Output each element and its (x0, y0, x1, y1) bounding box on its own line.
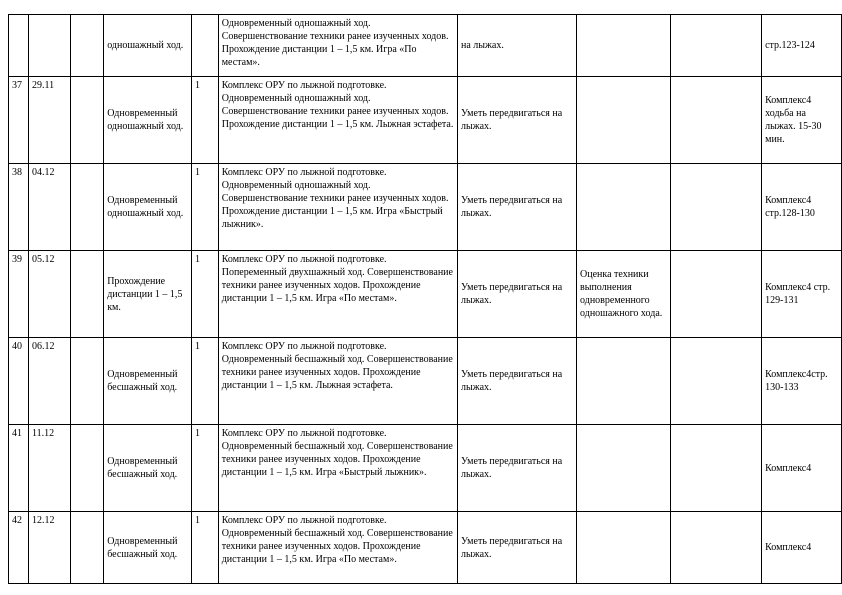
cell-date: 12.12 (28, 512, 70, 584)
cell-topic: одношажный ход. (104, 15, 192, 77)
cell-empty2 (670, 77, 761, 164)
cell-content: Комплекс ОРУ по лыжной подготовке. Одновременный бесшажный ход. Совершенствование техники ранее изученных ходов. Прохождение дистанции 1 – 1,5 км. Игра «Быстрый лыжник». (218, 425, 457, 512)
cell-num (9, 15, 29, 77)
cell-content: Комплекс ОРУ по лыжной подготовке. Одновременный бесшажный ход. Совершенствование техники ранее изученных ходов. Прохождение дистанции 1 – 1,5 км. Лыжная эстафета. (218, 338, 457, 425)
cell-num: 38 (9, 164, 29, 251)
cell-content: Комплекс ОРУ по лыжной подготовке. Одновременный одношажный ход. Совершенствование техники ранее изученных ходов. Прохождение дистанции 1 – 1,5 км. Игра «Быстрый лыжник». (218, 164, 457, 251)
cell-empty (70, 77, 104, 164)
continuation-row (9, 15, 842, 77)
cell-control (577, 77, 671, 164)
cell-empty (70, 164, 104, 251)
cell-topic: Одновременный одношажный ход. (104, 77, 192, 164)
cell-empty (70, 251, 104, 338)
cell-control: Оценка техники выполнения одновременного одношажного хода. (577, 251, 671, 338)
lesson-plan-table (8, 14, 842, 584)
cell-num: 37 (9, 77, 29, 164)
cell-topic: Одновременный бесшажный ход. (104, 512, 192, 584)
cell-num: 42 (9, 512, 29, 584)
cell-hours: 1 (192, 77, 219, 164)
cell-requirement: Уметь передвигаться на лыжах. (457, 77, 576, 164)
lesson-plan-sheet (8, 14, 842, 584)
cell-requirement: на лыжах. (457, 15, 576, 77)
cell-homework: Комплекс4стр. 130-133 (762, 338, 842, 425)
table-row (9, 425, 842, 512)
cell-topic: Прохождение дистанции 1 – 1,5 км. (104, 251, 192, 338)
cell-homework: Комплекс4 (762, 512, 842, 584)
cell-hours (192, 15, 219, 77)
cell-topic: Одновременный бесшажный ход. (104, 338, 192, 425)
cell-topic: Одновременный одношажный ход. (104, 164, 192, 251)
cell-requirement: Уметь передвигаться на лыжах. (457, 425, 576, 512)
cell-homework: Комплекс4 ходьба на лыжах. 15-30 мин. (762, 77, 842, 164)
cell-empty2 (670, 425, 761, 512)
cell-hours: 1 (192, 512, 219, 584)
cell-date: 04.12 (28, 164, 70, 251)
cell-date: 29.11 (28, 77, 70, 164)
cell-num: 40 (9, 338, 29, 425)
cell-empty2 (670, 512, 761, 584)
cell-empty (70, 338, 104, 425)
cell-num: 39 (9, 251, 29, 338)
cell-date: 11.12 (28, 425, 70, 512)
cell-empty (70, 512, 104, 584)
table-row (9, 251, 842, 338)
table-row (9, 77, 842, 164)
cell-num: 41 (9, 425, 29, 512)
cell-requirement: Уметь передвигаться на лыжах. (457, 338, 576, 425)
cell-homework: Комплекс4 (762, 425, 842, 512)
cell-content: Комплекс ОРУ по лыжной подготовке. Одновременный бесшажный ход. Совершенствование техники ранее изученных ходов. Прохождение дистанции 1 – 1,5 км. Игра «По местам». (218, 512, 457, 584)
cell-date: 06.12 (28, 338, 70, 425)
cell-topic: Одновременный бесшажный ход. (104, 425, 192, 512)
cell-homework: стр.123-124 (762, 15, 842, 77)
cell-hours: 1 (192, 425, 219, 512)
cell-control (577, 164, 671, 251)
cell-empty2 (670, 15, 761, 77)
cell-empty (70, 15, 104, 77)
cell-empty2 (670, 164, 761, 251)
cell-date: 05.12 (28, 251, 70, 338)
cell-control (577, 15, 671, 77)
cell-content: Комплекс ОРУ по лыжной подготовке. Попеременный двухшажный ход. Совершенствование техники ранее изученных ходов. Прохождение дистанции 1 – 1,5 км. Игра «По местам». (218, 251, 457, 338)
cell-hours: 1 (192, 338, 219, 425)
cell-date (28, 15, 70, 77)
cell-empty (70, 425, 104, 512)
cell-empty2 (670, 251, 761, 338)
cell-homework: Комплекс4 стр.128-130 (762, 164, 842, 251)
table-row (9, 338, 842, 425)
cell-control (577, 512, 671, 584)
cell-content: Одновременный одношажный ход. Совершенствование техники ранее изученных ходов. Прохождение дистанции 1 – 1,5 км. Игра «По местам». (218, 15, 457, 77)
cell-requirement: Уметь передвигаться на лыжах. (457, 512, 576, 584)
cell-requirement: Уметь передвигаться на лыжах. (457, 164, 576, 251)
table-row (9, 164, 842, 251)
cell-empty2 (670, 338, 761, 425)
cell-control (577, 425, 671, 512)
table-row (9, 512, 842, 584)
cell-control (577, 338, 671, 425)
cell-content: Комплекс ОРУ по лыжной подготовке. Одновременный одношажный ход. Совершенствование техники ранее изученных ходов. Прохождение дистанции 1 – 1,5 км. Лыжная эстафета. (218, 77, 457, 164)
cell-hours: 1 (192, 251, 219, 338)
cell-homework: Комплекс4 стр. 129-131 (762, 251, 842, 338)
cell-hours: 1 (192, 164, 219, 251)
cell-requirement: Уметь передвигаться на лыжах. (457, 251, 576, 338)
